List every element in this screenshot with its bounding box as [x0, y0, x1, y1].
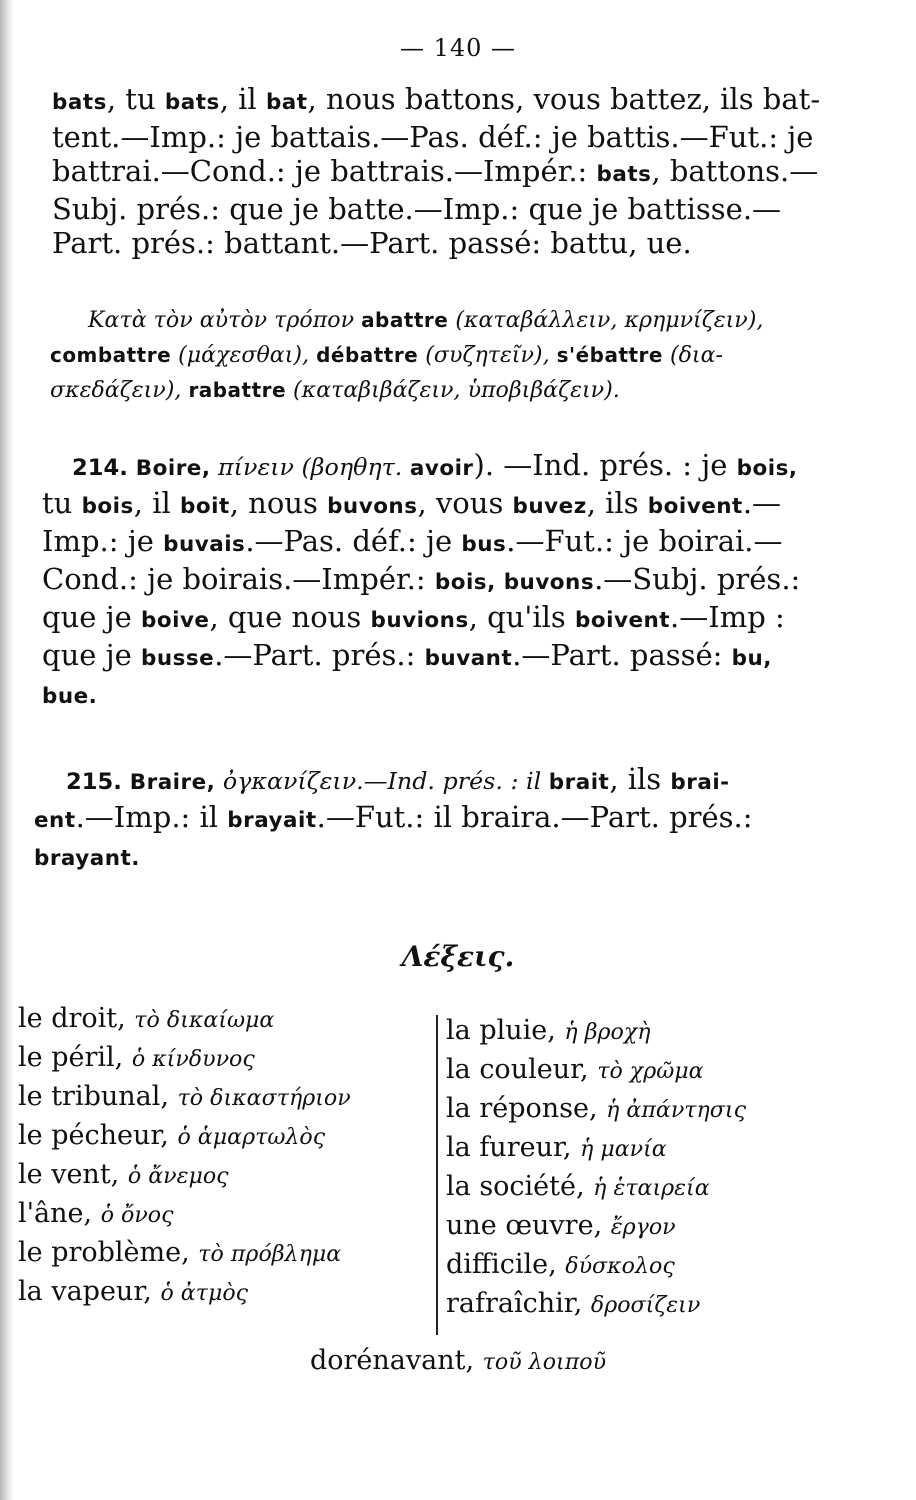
vocab-item: l'âne, ὁ ὄνος [18, 1198, 174, 1229]
vocab-item: le problème, τὸ πρόβλημα [18, 1237, 342, 1268]
text-line: battrai.—Cond.: je battrais.—Impér.: bats, battons.— [52, 154, 819, 188]
vocab-item: difficile, δύσκολος [446, 1249, 675, 1280]
vocab-right-column [446, 1012, 746, 1324]
vocab-item: la réponse, ἡ ἀπάντησις [446, 1093, 746, 1124]
vocab-item: le pécheur, ὁ ἁμαρτωλὸς [18, 1120, 326, 1151]
vocab-item: la pluie, ἡ βροχὴ [446, 1015, 651, 1046]
vocab-left-column [18, 1000, 351, 1312]
vocab-item: une œuvre, ἔργον [446, 1210, 676, 1241]
text-line: bue. [42, 684, 98, 709]
text-line: ent.—Imp.: il brayait.—Fut.: il braira.—Part. prés.: [34, 800, 753, 834]
paragraph-compounds [50, 302, 763, 407]
text-line: combattre (μάχεσθαι), débattre (συζητεῖν), s'ébattre (δια- [50, 342, 724, 368]
vocab-item: le tribunal, τὸ δικαστήριον [18, 1081, 351, 1112]
column-divider [436, 1015, 438, 1335]
text-line: que je boive, que nous buvions, qu'ils boivent.—Imp : [42, 600, 785, 634]
text-line: 214. Boire, πίνειν (βοηθητ. avoir). —Ind. prés. : je bois, [72, 448, 798, 482]
vocab-item: le droit, τὸ δικαίωμα [18, 1003, 275, 1034]
vocab-footer: dorénavant, τοῦ λοιποῦ [309, 1345, 607, 1376]
vocab-item: la couleur, τὸ χρῶμα [446, 1054, 704, 1085]
vocab-item: la fureur, ἡ μανία [446, 1132, 667, 1163]
text-line: brayant. [34, 846, 140, 871]
text-line: 215. Braire, ὀγκανίζειν.—Ind. prés. : il brait, ils brai- [66, 762, 730, 796]
text-line: Subj. prés.: que je batte.—Imp.: que je battisse.— [52, 192, 782, 226]
text-line: Cond.: je boirais.—Impér.: bois, buvons.—Subj. prés.: [42, 562, 801, 596]
vocab-item: la société, ἡ ἑταιρεία [446, 1171, 710, 1202]
page-edge-shadow [0, 0, 14, 1500]
text-line: Κατὰ τὸν αὐτὸν τρόπον abattre (καταβάλλειν, κρημνίζειν), [88, 307, 764, 333]
vocab-item: le péril, ὁ κίνδυνος [18, 1042, 255, 1073]
vocabulary-heading: Λέξεις. [401, 940, 515, 973]
vocab-item: la vapeur, ὁ ἀτμὸς [18, 1276, 249, 1307]
text-line: bats, tu bats, il bat, nous battons, vous battez, ils bat- [52, 82, 821, 116]
page-number: — 140 — [399, 34, 517, 62]
text-line: σκεδάζειν), rabattre (καταβιβάζειν, ὑποβιβάζειν). [50, 377, 620, 403]
vocab-item: rafraîchir, δροσίζειν [446, 1288, 701, 1319]
paragraph-braire [34, 762, 753, 876]
text-line: que je busse.—Part. prés.: buvant.—Part. passé: bu, [42, 638, 772, 672]
vocab-item: le vent, ὁ ἄνεμος [18, 1159, 229, 1190]
text-line: tu bois, il boit, nous buvons, vous buvez, ils boivent.— [42, 486, 782, 520]
paragraph-battre [52, 82, 820, 260]
text-line: tent.—Imp.: je battais.—Pas. déf.: je battis.—Fut.: je [52, 120, 814, 154]
paragraph-boire [42, 448, 800, 714]
text-line: Part. prés.: battant.—Part. passé: battu, ue. [52, 226, 692, 260]
text-line: Imp.: je buvais.—Pas. déf.: je bus.—Fut.: je boirai.— [42, 524, 783, 558]
